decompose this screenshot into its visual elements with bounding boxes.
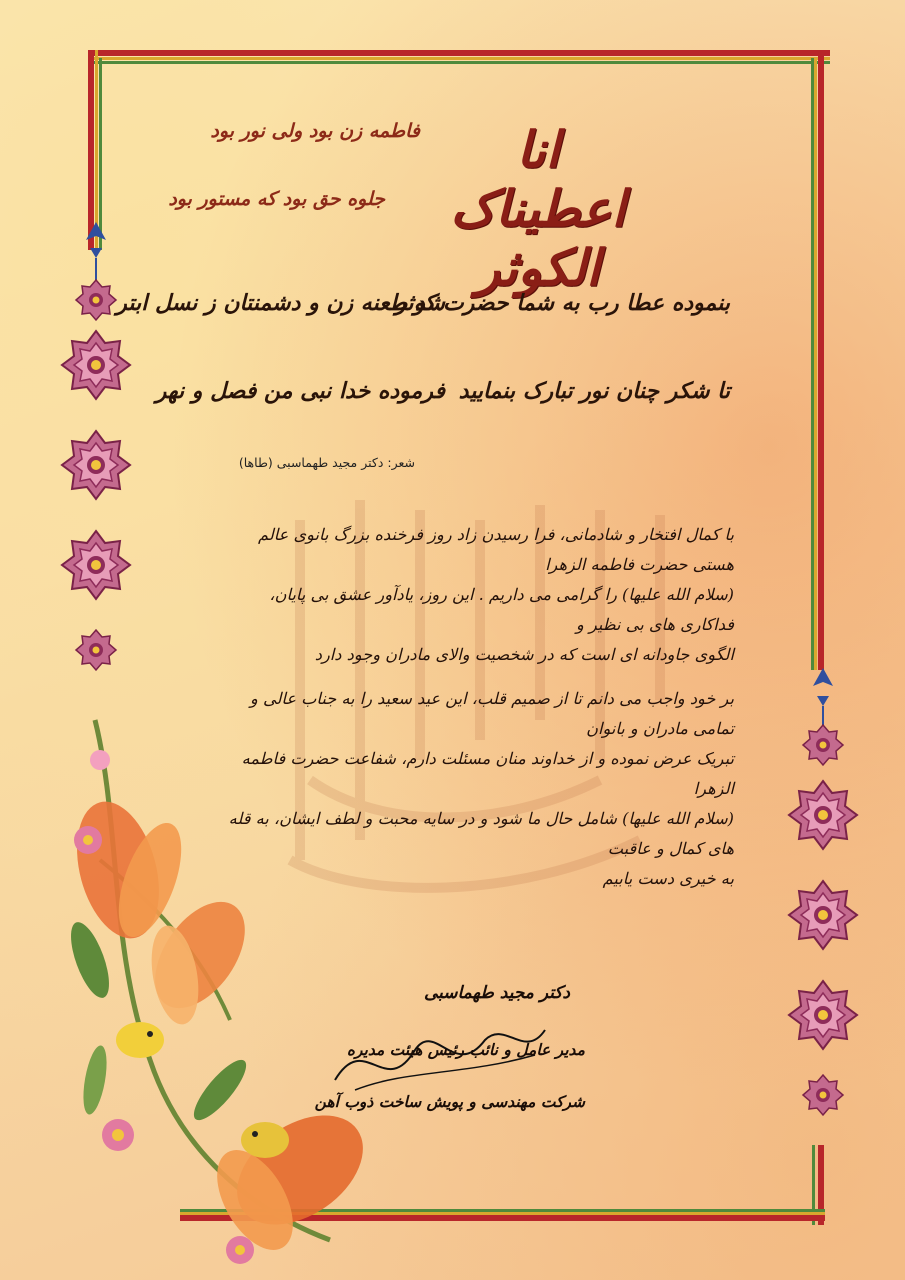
body-text: [212, 520, 734, 894]
body-line: الگوی جاودانه ای است که در شخصیت والای مادران وجود دارد: [314, 645, 734, 664]
body-line: (سلام الله علیها) را گرامی می داریم . این روز، یادآور عشق بی پایان، فداکاری های بی نظیر و: [269, 585, 734, 634]
poem-row1-left: شد طعنه زن و دشمنتان ز نسل ابتر: [116, 290, 445, 316]
poem-credit: شعر: دکتر مجید طهماسبی (طاها): [238, 455, 415, 470]
body-line: بر خود واجب می دانم تا از صمیم قلب، این عید سعید را به جناب عالی و تمامی مادران و بانوان: [250, 689, 734, 738]
verse-line-2: جلوه حق بود که مستور بود: [168, 188, 385, 210]
poem-row1-right: بنموده عطا رب به شما حضرت کوثر: [395, 290, 730, 316]
right-ornament-chain-icon: [789, 668, 857, 1115]
signature-name: دکتر مجید طهماسبی: [423, 983, 570, 1003]
signature-title: مدیر عامل و نائب رئیس هیئت مدیره: [346, 1040, 585, 1059]
body-line: (سلام الله علیها) شامل حال ما شود و در سایه محبت و لطف ایشان، به قله های کمال و عاقبت: [228, 809, 734, 858]
poem-row2-left: فرموده خدا نبی من فصل و نهر: [155, 378, 445, 404]
signature-company: شرکت مهندسی و پویش ساخت ذوب آهن: [314, 1092, 585, 1111]
body-line: تبریک عرض نموده و از خداوند منان مسئلت دارم، شفاعت حضرت فاطمه الزهرا: [241, 749, 734, 798]
verse-line-1: فاطمه زن بود ولی نور بود: [210, 120, 420, 142]
body-line: با کمال افتخار و شادمانی، فرا رسیدن زاد روز فرخنده بزرگ بانوی عالم هستی حضرت فاطمه الزهرا: [258, 525, 734, 574]
body-line: به خیری دست یابیم: [602, 869, 734, 888]
logo-calligraphy: انا اعطیناک الکوثر: [450, 120, 626, 297]
poem-row2-right: تا شکر چنان نور تبارک بنمایید: [458, 378, 730, 404]
